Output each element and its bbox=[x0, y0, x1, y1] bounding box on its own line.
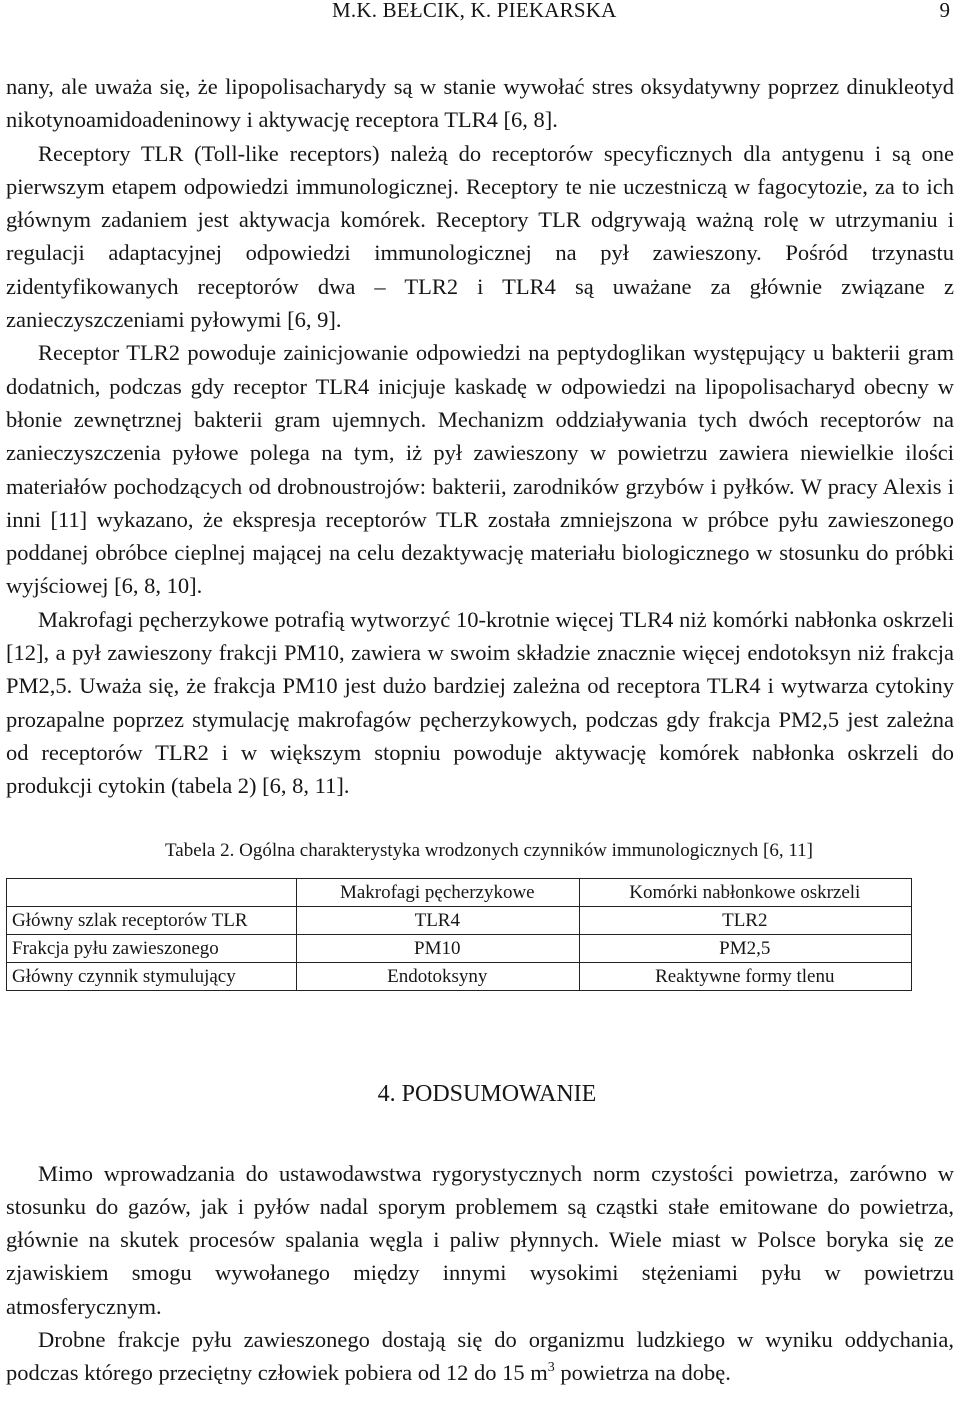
row-label: Główny czynnik stymulujący bbox=[7, 962, 297, 990]
paragraph-macrophages: Makrofagi pęcherzykowe potrafią wytworzyć 10-krotnie więcej TLR4 niż komórki nabłonka oskrzeli [12], a pył zawieszony frakcji PM10, zawiera w swoim składzie znacznie więcej endotoksyn niż frakcja PM2,5. Uważa się, że frakcja PM10 jest dużo bardziej zależna od receptora TLR4 i wytwarza cytokiny prozapalne poprzez stymulację makrofagów pęcherzykowych, podczas gdy frakcja PM2,5 jest zależna od receptorów TLR2 i w większym stopniu powoduje aktywację komórek nabłonka oskrzeli do produkcji cytokin (tabela 2) [6, 8, 11]. bbox=[6, 606, 954, 799]
table-2 bbox=[6, 878, 912, 991]
body-text bbox=[6, 70, 954, 803]
paragraph-continued: nany, ale uważa się, że lipopolisacharydy są w stanie wywołać stres oksydatywny poprzez dinukleotyd nikotynoamidoadeninowy i aktywację receptora TLR4 [6, 8]. bbox=[6, 74, 954, 133]
table-cell: TLR2 bbox=[579, 906, 911, 934]
running-header bbox=[6, 0, 954, 30]
table-cell: PM10 bbox=[297, 934, 580, 962]
table-row bbox=[7, 906, 912, 934]
summary-text bbox=[6, 1157, 954, 1390]
paragraph-summary-1: Mimo wprowadzania do ustawodawstwa rygorystycznych norm czystości powietrza, zarówno w stosunku do gazów, jak i pyłów nadal sporym problemem są cząstki stałe emitowane do powietrza, głównie na skutek procesów spalania węgla i paliw płynnych. Wiele miast w Polsce boryka się ze zjawiskiem smogu wywołanego między innymi wysokimi stężeniami pyłu w powietrzu atmosferycznym. bbox=[6, 1160, 954, 1319]
paragraph-summary-2-end: powietrza na dobę. bbox=[554, 1360, 731, 1386]
table-header-row bbox=[7, 878, 912, 906]
paragraph-tlr2-tlr4: Receptor TLR2 powoduje zainicjowanie odpowiedzi na peptydoglikan występujący u bakterii gram dodatnich, podczas gdy receptor TLR4 inicjuje kaskadę w odpowiedzi na lipopolisacharyd obecny w błonie zewnętrznej bakterii gram ujemnych. Mechanizm oddziaływania tych dwóch receptorów na zanieczyszczenia pyłowe polega na tym, iż pył zawieszony w powietrzu zawiera niewielkie ilości materiałów pochodzących od drobnoustrojów: bakterii, zarodników grzybów i pyłków. W pracy Alexis i inni [11] wykazano, że ekspresja receptorów TLR została zmniejszona w próbce pyłu zawieszonego poddanej obróbce cieplnej mającej na celu dezaktywację materiału biologicznego w stosunku do próbki wyjściowej [6, 8, 10]. bbox=[6, 340, 954, 599]
table-cell: Reaktywne formy tlenu bbox=[579, 962, 911, 990]
header-authors: M.K. BEŁCIK, K. PIEKARSKA bbox=[332, 0, 617, 22]
superscript: 3 bbox=[547, 1360, 555, 1376]
paragraph-summary-2-text: Drobne frakcje pyłu zawieszonego dostają się do organizmu ludzkiego w wyniku oddychania, podczas którego przeciętny człowiek pobiera od 12 do 15 m bbox=[6, 1327, 954, 1386]
table-row bbox=[7, 934, 912, 962]
table-row bbox=[7, 962, 912, 990]
paragraph-tlr-receptors: Receptory TLR (Toll-like receptors) należą do receptorów specyficznych dla antygenu i są one pierwszym etapem odpowiedzi immunologicznej. Receptory te nie uczestniczą w fagocytozie, za to ich głównym zadaniem jest aktywacja komórek. Receptory TLR odgrywają ważną rolę w utrzymaniu i regulacji adaptacyjnej odpowiedzi immunologicznej na pył zawieszony. Pośród trzynastu zidentyfikowanych receptorów dwa – TLR2 i TLR4 są uważane za głównie związane z zanieczyszczeniami pyłowymi [6, 9]. bbox=[6, 140, 954, 333]
document-page bbox=[6, 0, 954, 1390]
page-number: 9 bbox=[939, 0, 950, 22]
column-header: Komórki nabłonkowe oskrzeli bbox=[579, 878, 911, 906]
table-cell: Endotoksyny bbox=[297, 962, 580, 990]
table-corner-cell bbox=[7, 878, 297, 906]
table-cell: PM2,5 bbox=[579, 934, 911, 962]
paragraph-summary-2 bbox=[6, 1323, 954, 1390]
row-label: Frakcja pyłu zawieszonego bbox=[7, 934, 297, 962]
section-heading: 4. PODSUMOWANIE bbox=[377, 1080, 597, 1107]
table-cell: TLR4 bbox=[297, 906, 580, 934]
row-label: Główny szlak receptorów TLR bbox=[7, 906, 297, 934]
column-header: Makrofagi pęcherzykowe bbox=[297, 878, 580, 906]
table-caption: Tabela 2. Ogólna charakterystyka wrodzonych czynników immunologicznych [6, 11] bbox=[165, 839, 813, 861]
